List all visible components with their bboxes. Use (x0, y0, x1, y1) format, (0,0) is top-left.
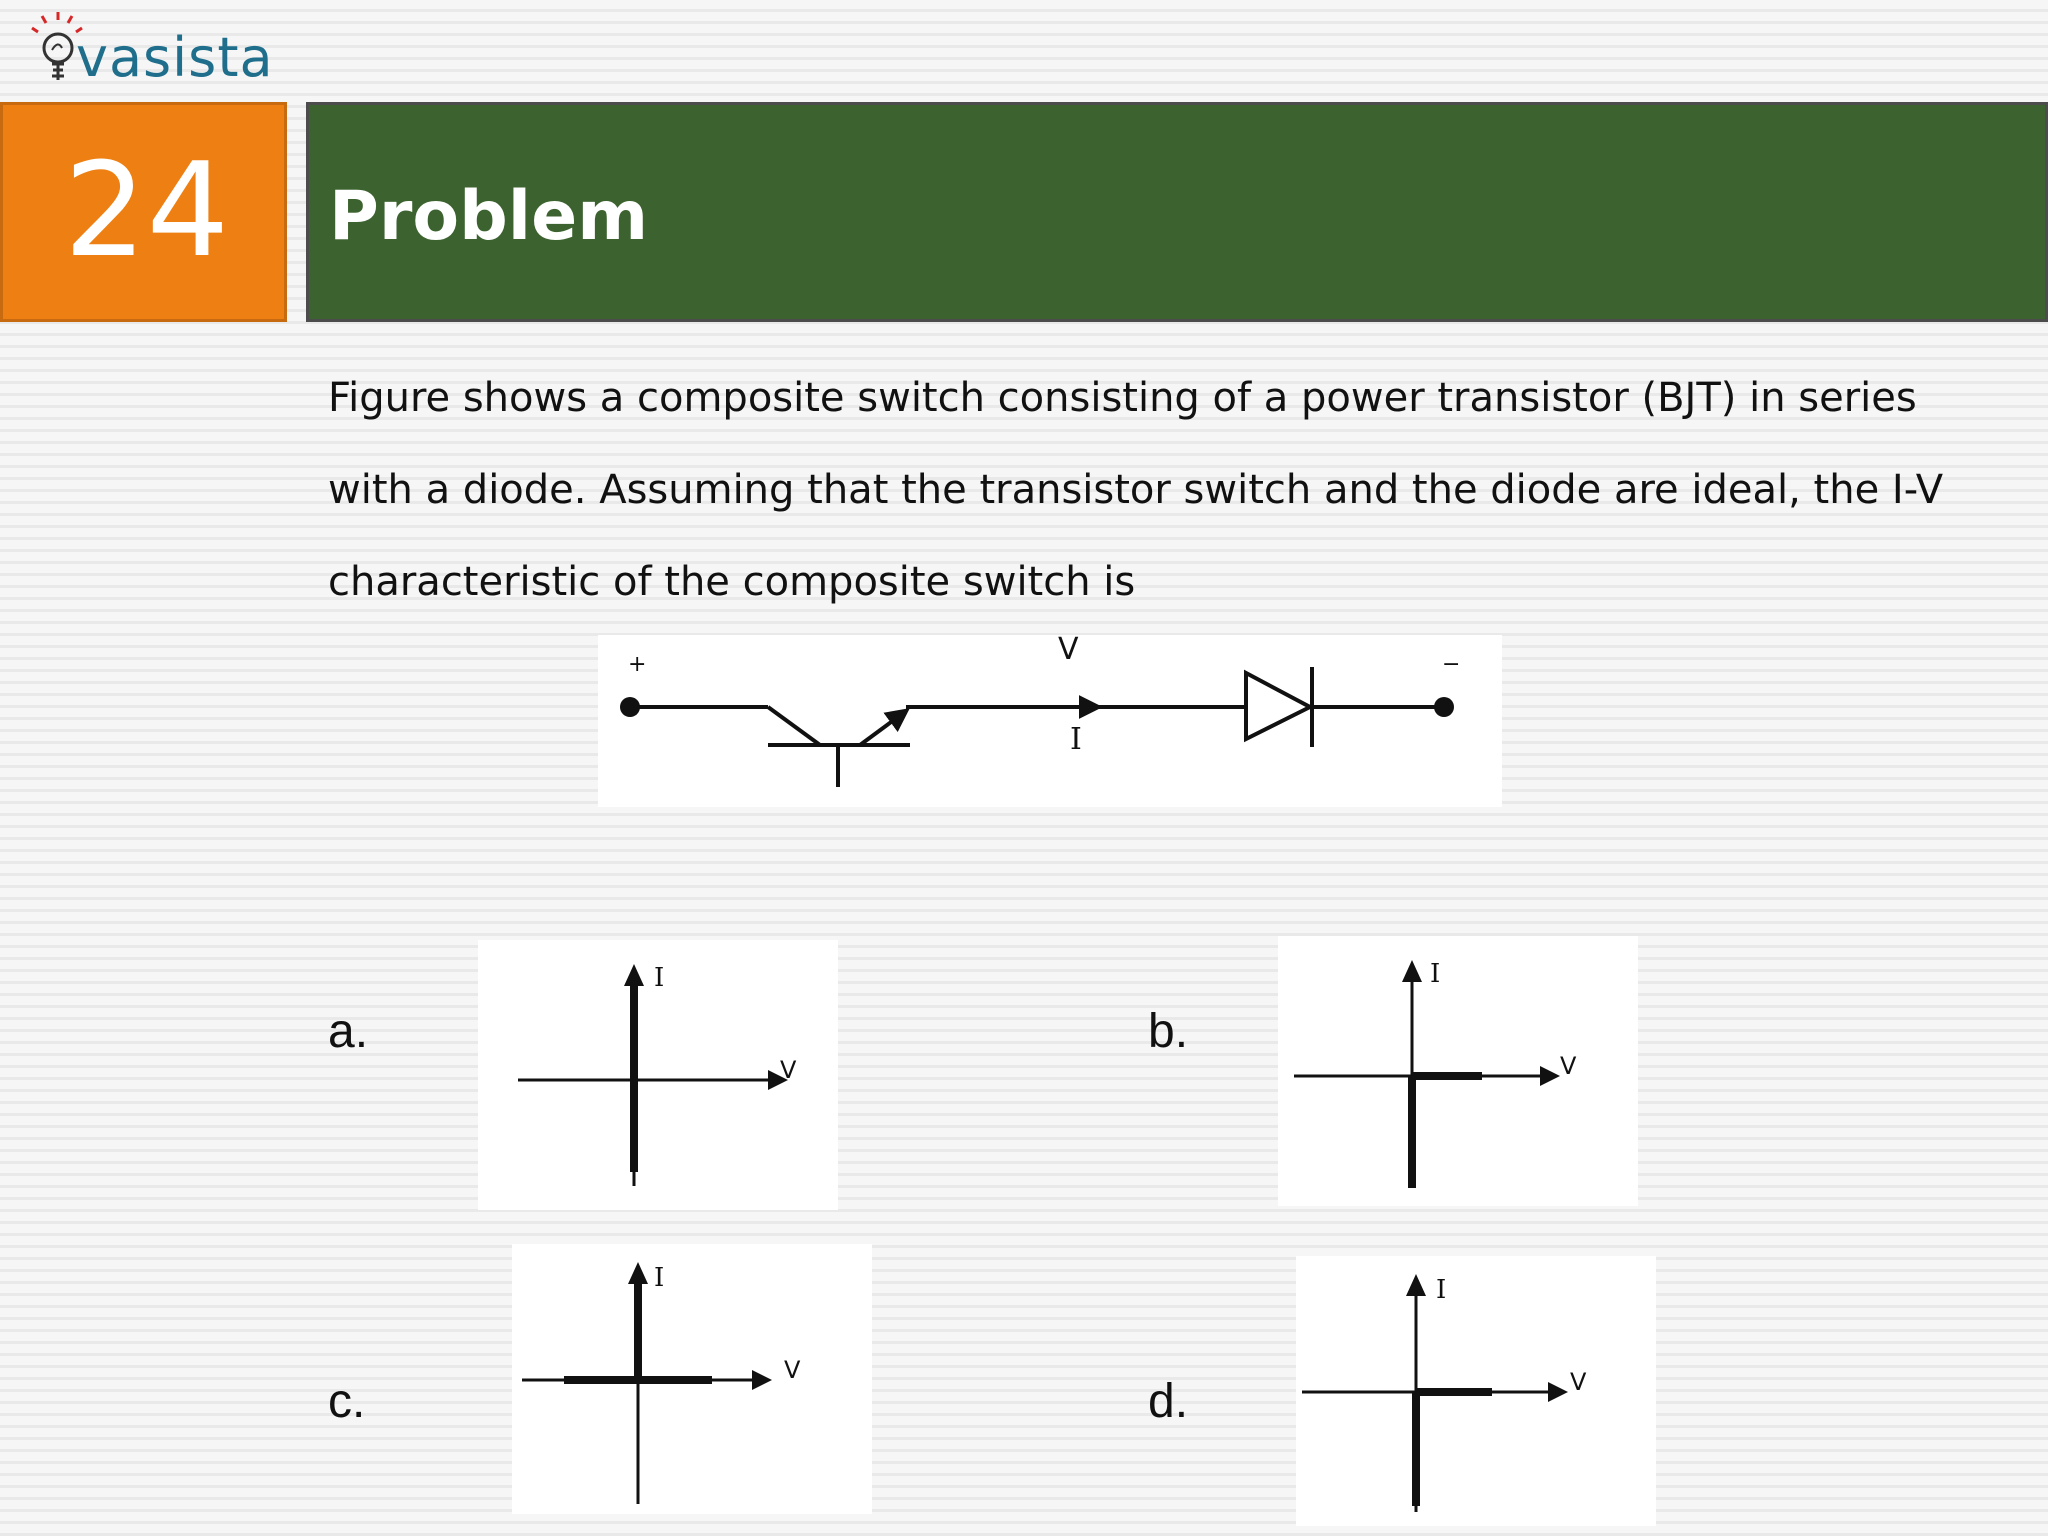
transistor-symbol (768, 707, 1016, 787)
circuit-figure (598, 635, 1502, 807)
option-b-graph[interactable] (1278, 936, 1638, 1206)
option-b-label[interactable]: b. (1148, 1005, 1189, 1058)
diode-symbol (1246, 667, 1312, 747)
i-axis-label: I (1436, 1275, 1447, 1305)
option-a-graph[interactable] (478, 940, 838, 1210)
vasista-logo (22, 6, 292, 102)
slide-number-box (0, 102, 287, 322)
problem-line-3: characteristic of the composite switch is (328, 559, 1136, 605)
slide-number: 24 (63, 134, 230, 286)
problem-statement (328, 352, 2028, 628)
v-axis-label: V (1560, 1052, 1577, 1080)
title-bar (306, 102, 2048, 322)
circuit-diagram (598, 635, 1502, 807)
v-axis-label: V (780, 1056, 797, 1084)
option-d-graph[interactable] (1296, 1256, 1656, 1526)
logo-text: vasista (76, 26, 274, 89)
option-d-label[interactable]: d. (1148, 1375, 1189, 1428)
v-axis-label: V (784, 1356, 801, 1384)
slide-title: Problem (329, 177, 649, 256)
v-axis-label: V (1570, 1368, 1587, 1396)
i-axis-label: I (654, 963, 665, 993)
option-c-label[interactable]: c. (328, 1375, 366, 1428)
voltage-label: V (1058, 635, 1079, 667)
current-label: I (1070, 722, 1082, 757)
i-axis-label: I (654, 1263, 665, 1293)
plus-terminal-label: + (628, 652, 647, 677)
negative-terminal (1434, 697, 1454, 717)
option-a-label[interactable]: a. (328, 1005, 369, 1058)
problem-line-2: with a diode. Assuming that the transistor switch and the diode are ideal, the I-V (328, 467, 1944, 513)
problem-line-1: Figure shows a composite switch consisting of a power transistor (BJT) in series (328, 375, 1917, 421)
option-c-graph[interactable] (512, 1244, 872, 1514)
minus-terminal-label: − (1442, 652, 1461, 677)
i-axis-label: I (1430, 959, 1441, 989)
